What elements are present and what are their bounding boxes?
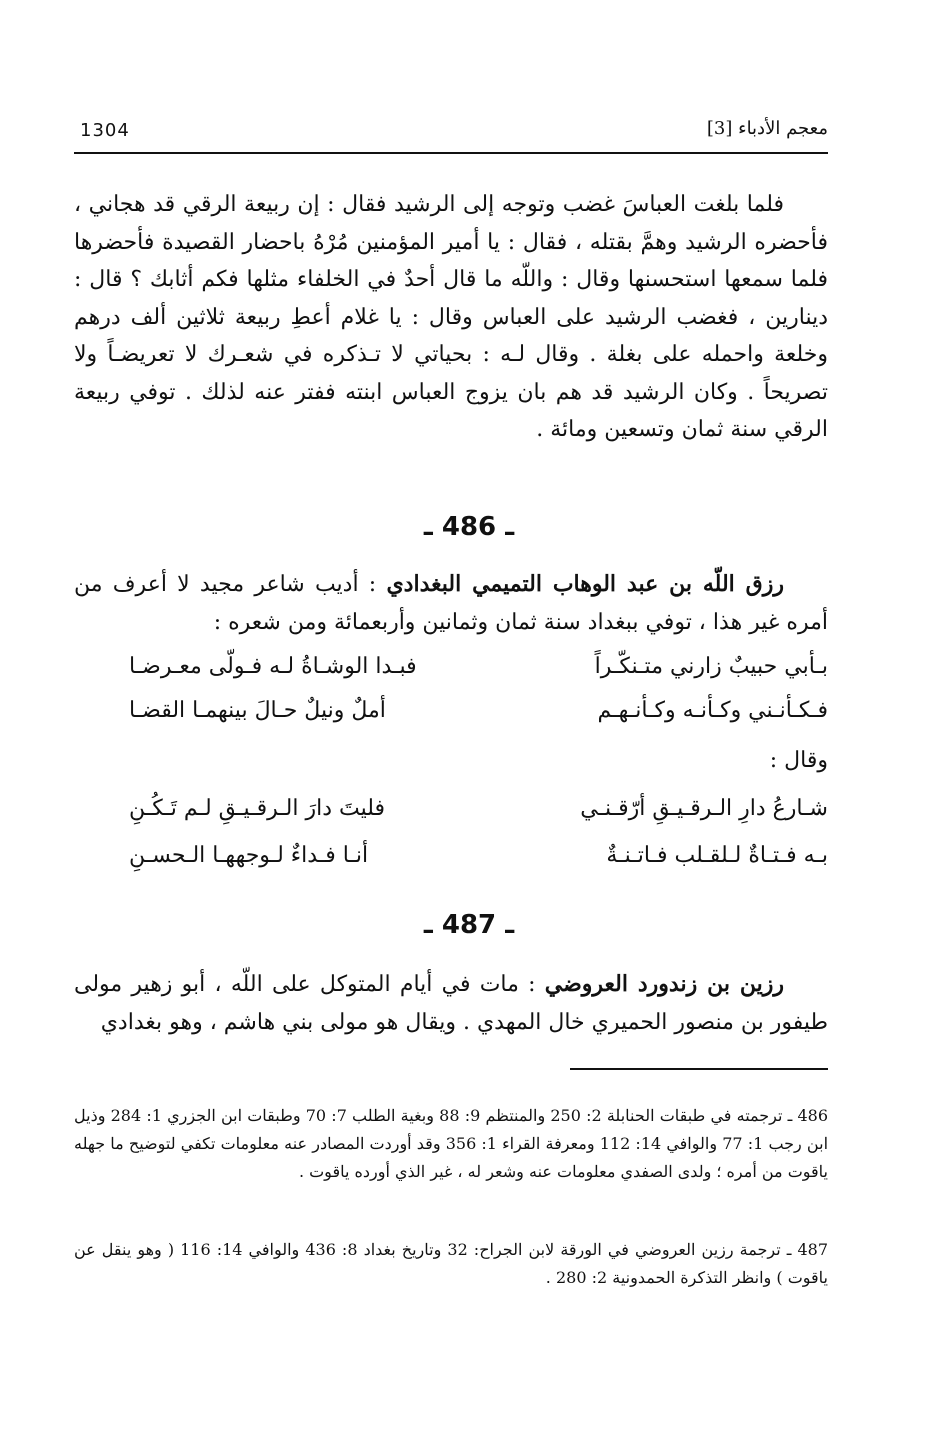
verse-second-hemistich: فليتَ دارَ الـرقـيـقِ لـم تَـكُـنِ xyxy=(129,796,386,821)
page-header xyxy=(74,112,828,152)
footnote-separator xyxy=(570,1068,828,1070)
page-number: 1304 xyxy=(80,120,130,141)
verse-line xyxy=(74,654,828,694)
and-he-said-label: وقال : xyxy=(769,748,828,773)
verse-second-hemistich: أملٌ ونيلٌ حـالَ بينهمـا القضـا xyxy=(129,698,386,723)
entry-487-text xyxy=(74,966,828,1041)
running-title: معجم الأدباء [3] xyxy=(706,118,828,139)
verse-first-hemistich: بـأبي حبيبٌ زارني متـنكّـراً xyxy=(594,654,828,679)
verse-line xyxy=(74,843,828,883)
entry-486-text xyxy=(74,566,828,641)
entry-487-description: : مات في أيام المتوكل على اللّه ، أبو زهير مولى طيفور بن منصور الحميري خال المهدي . ويقال هو مولى بني هاشم ، وهو بغدادي xyxy=(74,972,828,1035)
verse-first-hemistich: فـكـأنـني وكـأنـه وكـأنـهـم xyxy=(597,698,828,723)
header-rule xyxy=(74,152,828,154)
verse-first-hemistich: بـه فـتـاةٌ لـلقـلب فـاتـنـةٌ xyxy=(606,843,828,868)
entry-number-487: ـ 487 ـ xyxy=(423,910,515,940)
entry-486-description: : أديب شاعر مجيد لا أعرف من أمره غير هذا ، توفي ببغداد سنة ثمان وثمانين وأربعمائة ومن شعره : xyxy=(74,572,828,635)
verse-second-hemistich: أنـا فـداءٌ لـوجههـا الـحسـنِ xyxy=(129,843,369,868)
entry-number-486: ـ 486 ـ xyxy=(423,512,515,542)
verse-line xyxy=(74,698,828,738)
footnote-486: 486 ـ ترجمته في طبقات الحنابلة 2: 250 والمنتظم 9: 88 وبغية الطلب 7: 70 وطبقات ابن الجزري 1: 284 وذيل ابن رجب 1: 77 والوافي 14: 112 ومعرفة القراء 1: 356 وقد أوردت المصادر عنه معلومات تكفي لتوضيح ما جهله ياقوت من أمره ؛ ولدى الصفدي معلومات عنه وشعر له ، غير الذي أورده ياقوت . xyxy=(74,1106,829,1181)
paragraph-continuation: فلما بلغت العباسَ غضب وتوجه إلى الرشيد فقال : إن ربيعة الرقي قد هجاني ، فأحضره الرشيد وهمَّ بقتله ، فقال : يا أمير المؤمنين مُرْهُ باحضار القصيدة فأحضرها فلما سمعها استحسنها وقال : واللّه ما قال أحدٌ في الخلفاء مثلها فكم أثابك ؟ قال : دينارين ، فغضب الرشيد على العباس وقال : يا غلام أعطِ ربيعة ثلاثين ألف درهم وخلعة واحمله على بغلة . وقال لـه : بحياتي لا تـذكره في شعـرك لا تعريضـاً ولا تصريحاً . وكان الرشيد قد هم بان يزوج العباس ابنته ففتر عنه لذلك . توفي ربيعة الرقي سنة ثمان وتسعين ومائة . xyxy=(74,192,828,442)
entry-486-name: رزق اللّه بن عبد الوهاب التميمي البغدادي xyxy=(386,571,784,597)
verse-first-hemistich: شـارعُ دارِ الـرقـيـقِ أرّقـنـي xyxy=(580,796,828,821)
verse-second-hemistich: فبـدا الوشـاةُ لـه فـولّى معـرضـا xyxy=(129,654,417,679)
footnote-487: 487 ـ ترجمة رزين العروضي في الورقة لابن الجراح: 32 وتاريخ بغداد 8: 436 والوافي 14: 116 ( وهو ينقل عن ياقوت ) وانظر التذكرة الحمدونية 2: 280 . xyxy=(74,1240,828,1287)
entry-487-name: رزين بن زندورد العروضي xyxy=(544,971,785,997)
verse-line xyxy=(74,796,828,836)
